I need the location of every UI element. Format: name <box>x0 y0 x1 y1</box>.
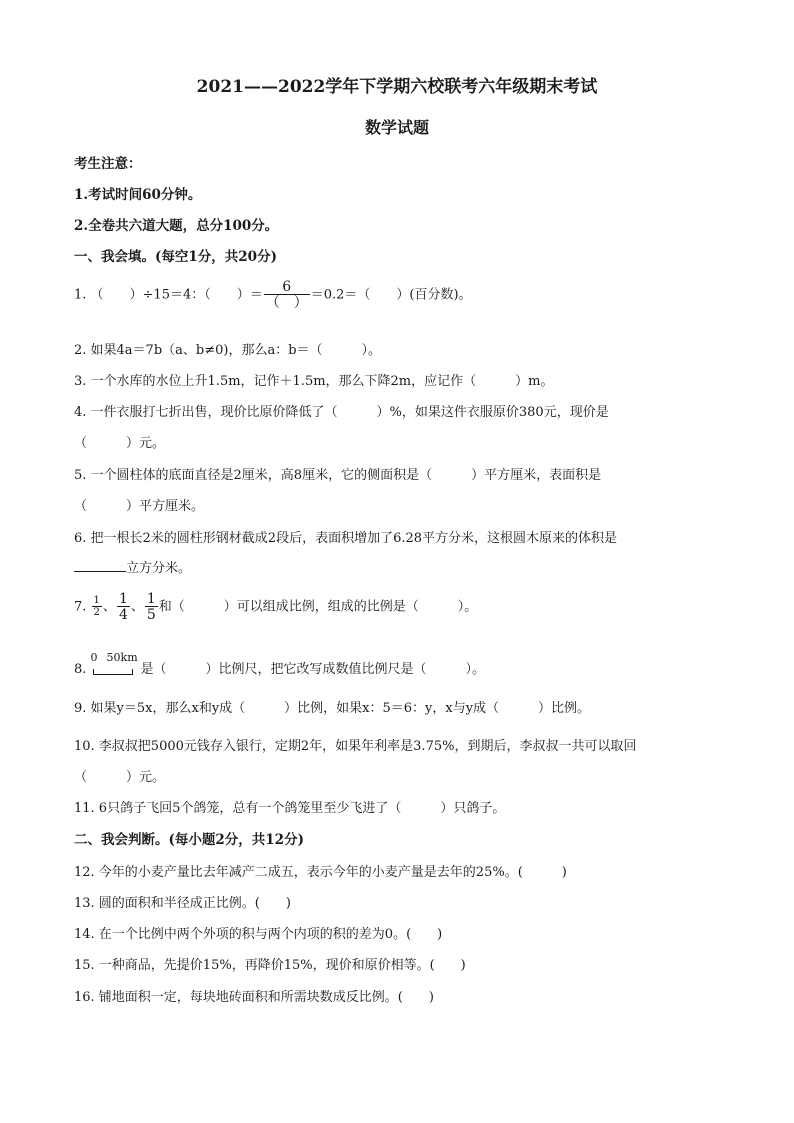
q7-number: 7. <box>74 599 87 615</box>
question-3: 3. 一个水库的水位上升1.5m，记作＋1.5m，那么下降2m，应记作（ ）m。 <box>74 374 554 389</box>
question-7 <box>74 592 477 622</box>
question-11: 11. 6只鸽子飞回5个鸽笼，总有一个鸽笼里至少飞进了（ ）只鸽子。 <box>74 801 506 816</box>
q7-fraction-1 <box>92 596 102 618</box>
q7-fraction-2 <box>117 592 130 622</box>
q6-unit: 立方分米。 <box>126 561 192 576</box>
q7-f2-den: 4 <box>118 607 128 623</box>
q6-answer-blank <box>74 559 126 572</box>
question-16: 16. 铺地面积一定，每块地砖面积和所需块数成反比例。( ) <box>74 990 434 1005</box>
q7-sep-2: 、 <box>130 599 144 615</box>
question-10-line-2: （ ）元。 <box>74 770 166 785</box>
q7-fraction-3 <box>145 592 158 622</box>
notice-item-1: 1.考试时间60分钟。 <box>74 187 202 203</box>
q7-f1-den: 2 <box>93 607 100 618</box>
notice-heading: 考生注意： <box>74 156 142 172</box>
q7-sep-1: 、 <box>102 599 116 615</box>
q7-f3-num: 1 <box>146 591 156 607</box>
q1-fraction <box>264 280 310 310</box>
question-12: 12. 今年的小麦产量比去年减产二成五，表示今年的小麦产量是去年的25%。( ) <box>74 865 567 880</box>
question-4-line-2: （ ）元。 <box>74 436 166 451</box>
question-4-line-1: 4. 一件衣服打七折出售，现价比原价降低了（ ）%，如果这件衣服原价380元，现价是 <box>74 405 609 420</box>
question-5-line-2: （ ）平方厘米。 <box>74 499 205 514</box>
scale-zero: 0 <box>90 651 98 664</box>
q7-f3-den: 5 <box>146 607 156 623</box>
q8-text: 是（ ）比例尺，把它改写成数值比例尺是（ ）。 <box>140 662 486 677</box>
q7-f2-num: 1 <box>118 591 128 607</box>
question-6-line-1: 6. 把一根长2米的圆柱形钢材截成2段后，表面积增加了6.28平方分米，这根圆木原来的体积是 <box>74 531 618 546</box>
question-14: 14. 在一个比例中两个外项的积与两个内项的积的差为0。( ) <box>74 927 443 942</box>
question-15: 15. 一种商品，先提价15%，再降价15%，现价和原价相等。( ) <box>74 958 466 973</box>
question-6-line-2 <box>74 557 191 576</box>
exam-subtitle: 数学试题 <box>364 118 429 137</box>
q7-text: 和（ ）可以组成比例，组成的比例是（ ）。 <box>158 599 478 615</box>
q8-number: 8. <box>74 662 87 677</box>
q7-f1-num: 1 <box>93 595 100 606</box>
q1-text-post: ＝0.2＝（ ）(百分数)。 <box>310 287 472 303</box>
q1-fraction-den: （ ） <box>265 295 308 311</box>
question-9: 9. 如果y＝5x，那么x和y成（ ）比例，如果x：5＝6：y，x与y成（ ）比例。 <box>74 701 591 716</box>
question-2: 2. 如果4a＝7b（a、b≠0)，那么a：b＝（ ）。 <box>74 343 382 358</box>
section2-heading: 二、我会判断。(每小题2分，共12分) <box>74 832 304 848</box>
q1-fraction-num: 6 <box>282 279 292 295</box>
scale-distance: 50km <box>106 651 138 664</box>
q1-text-pre: 1. （ ）÷15＝4：（ ）＝ <box>74 287 263 303</box>
notice-item-2: 2.全卷共六道大题，总分100分。 <box>74 218 279 234</box>
scale-bar-icon <box>90 651 138 677</box>
question-8 <box>74 651 486 677</box>
question-5-line-1: 5. 一个圆柱体的底面直径是2厘米，高8厘米，它的侧面积是（ ）平方厘米，表面积是 <box>74 468 602 483</box>
question-10-line-1: 10. 李叔叔把5000元钱存入银行，定期2年，如果年利率是3.75%，到期后，李叔叔一共可以取回 <box>74 739 637 754</box>
section1-heading: 一、我会填。(每空1分，共20分) <box>74 249 277 265</box>
scale-bar-line <box>93 669 133 675</box>
exam-title: 2021——2022学年下学期六校联考六年级期末考试 <box>196 77 598 97</box>
question-13: 13. 圆的面积和半径成正比例。( ) <box>74 896 291 911</box>
question-1 <box>74 280 472 310</box>
